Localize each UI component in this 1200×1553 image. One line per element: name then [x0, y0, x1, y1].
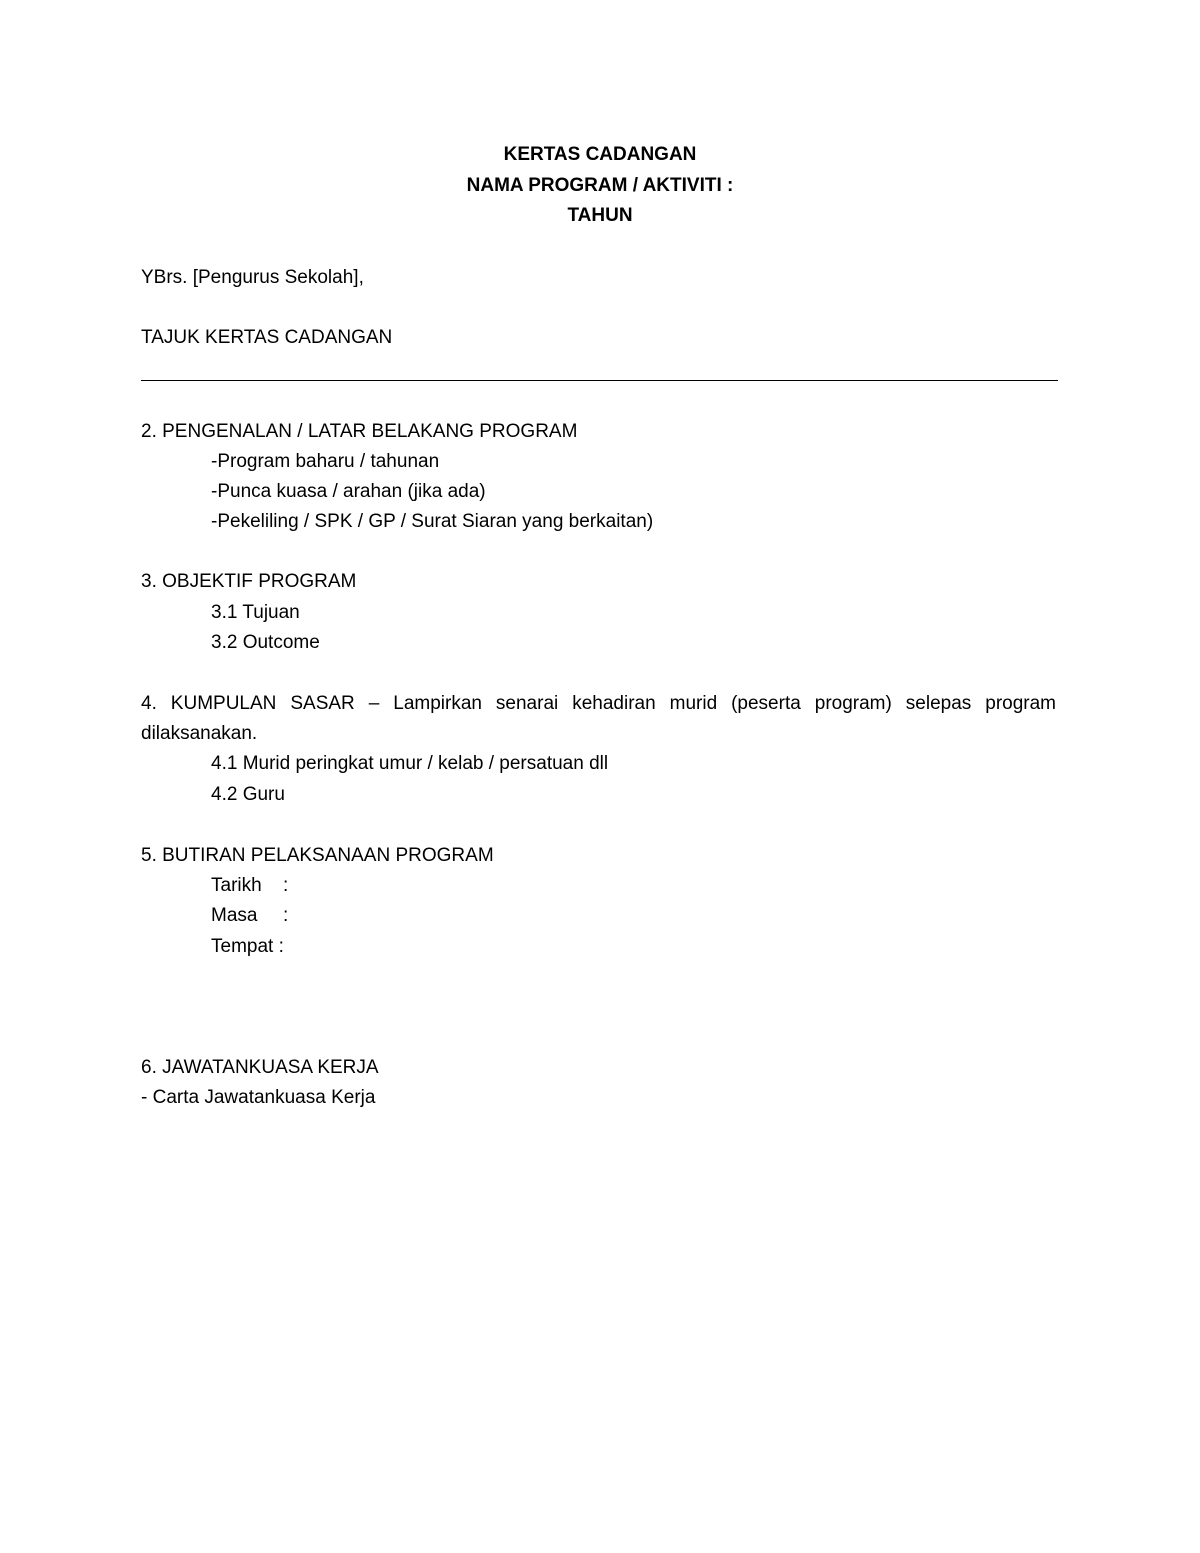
year-heading: TAHUN [567, 205, 633, 226]
section-committee-heading: 6. JAWATANKUASA KERJA [141, 1057, 379, 1078]
details-field-time [211, 901, 289, 931]
target-item: 4.2 Guru [211, 784, 285, 805]
target-item: 4.1 Murid peringkat umur / kelab / persatuan dll [211, 753, 609, 774]
section-details-heading: 5. BUTIRAN PELAKSANAAN PROGRAM [141, 845, 494, 866]
title-underline-divider [141, 380, 1058, 381]
field-label: Tarikh [211, 875, 262, 896]
section-objectives-heading: 3. OBJEKTIF PROGRAM [141, 571, 357, 592]
committee-item: - Carta Jawatankuasa Kerja [141, 1087, 376, 1108]
details-field-date [211, 871, 289, 901]
objectives-item: 3.1 Tujuan [211, 602, 300, 623]
intro-item: -Punca kuasa / arahan (jika ada) [211, 481, 486, 502]
section-target-heading: 4. KUMPULAN SASAR – Lampirkan senarai kehadiran murid (peserta program) selepas program [141, 693, 1056, 714]
field-colon: : [283, 905, 289, 926]
objectives-item: 3.2 Outcome [211, 632, 320, 653]
program-name-heading: NAMA PROGRAM / AKTIVITI : [466, 175, 734, 196]
field-colon: : [283, 875, 289, 896]
intro-item: -Program baharu / tahunan [211, 451, 440, 472]
proposal-title-label: TAJUK KERTAS CADANGAN [141, 327, 393, 348]
section-target-heading-continued: dilaksanakan. [141, 723, 258, 744]
section-intro-heading: 2. PENGENALAN / LATAR BELAKANG PROGRAM [141, 421, 578, 442]
field-label: Masa [211, 905, 258, 926]
field-label: Tempat : [211, 936, 284, 957]
document-title: KERTAS CADANGAN [503, 144, 697, 165]
salutation: YBrs. [Pengurus Sekolah], [141, 267, 364, 288]
intro-item: -Pekeliling / SPK / GP / Surat Siaran yang berkaitan) [211, 511, 654, 532]
details-field-place [211, 932, 284, 962]
